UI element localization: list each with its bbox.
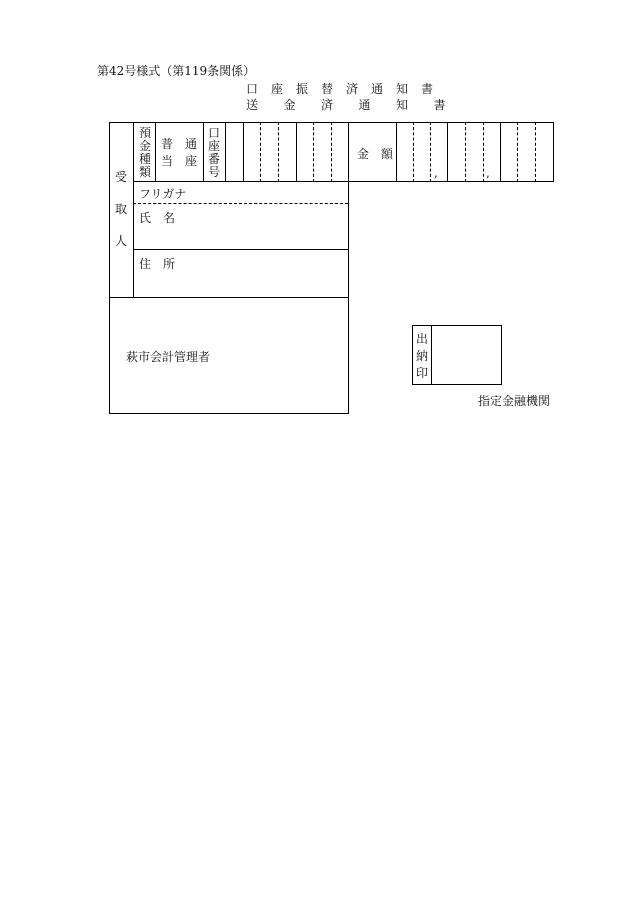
form-number-label: 第42号様式（第119条関係）	[97, 64, 256, 78]
grid-line	[109, 297, 348, 298]
thousands-separator: ,	[486, 166, 490, 180]
account-number-label: 口 座 番 号	[207, 126, 220, 179]
stamp-label: 出 納 印	[415, 332, 428, 380]
address-label: 住 所	[139, 257, 176, 271]
deposit-type-current[interactable]: 当 座	[161, 154, 198, 168]
treasurer-label: 萩市会計管理者	[126, 350, 211, 364]
payee-section-label: 受 取 人	[114, 170, 127, 248]
grid-line	[203, 122, 204, 182]
thousands-separator: ,	[434, 166, 438, 180]
furigana-field[interactable]	[134, 182, 347, 202]
name-field[interactable]	[134, 204, 347, 248]
amount-field[interactable]	[397, 123, 552, 181]
deposit-type-label: 預 金 種 類	[138, 126, 151, 179]
grid-line	[348, 122, 349, 182]
grid-line	[553, 122, 554, 182]
furigana-label: フリガナ	[139, 187, 187, 201]
stamp-area[interactable]	[433, 327, 499, 383]
amount-label: 金 額	[357, 147, 394, 161]
designated-institution-label: 指定金融機関	[478, 394, 551, 408]
title-remittance-notice: 送 金 済 通 知 書	[246, 98, 447, 112]
name-label: 氏 名	[139, 211, 176, 225]
grid-line	[155, 122, 156, 182]
grid-line	[431, 325, 432, 385]
address-field[interactable]	[134, 250, 347, 296]
grid-line	[348, 181, 349, 414]
grid-line	[109, 413, 348, 414]
title-account-transfer-notice: 口 座 振 替 済 通 知 書	[246, 82, 434, 96]
account-number-field[interactable]	[226, 123, 347, 181]
grid-line	[109, 122, 110, 414]
deposit-type-ordinary[interactable]: 普 通	[161, 137, 198, 151]
